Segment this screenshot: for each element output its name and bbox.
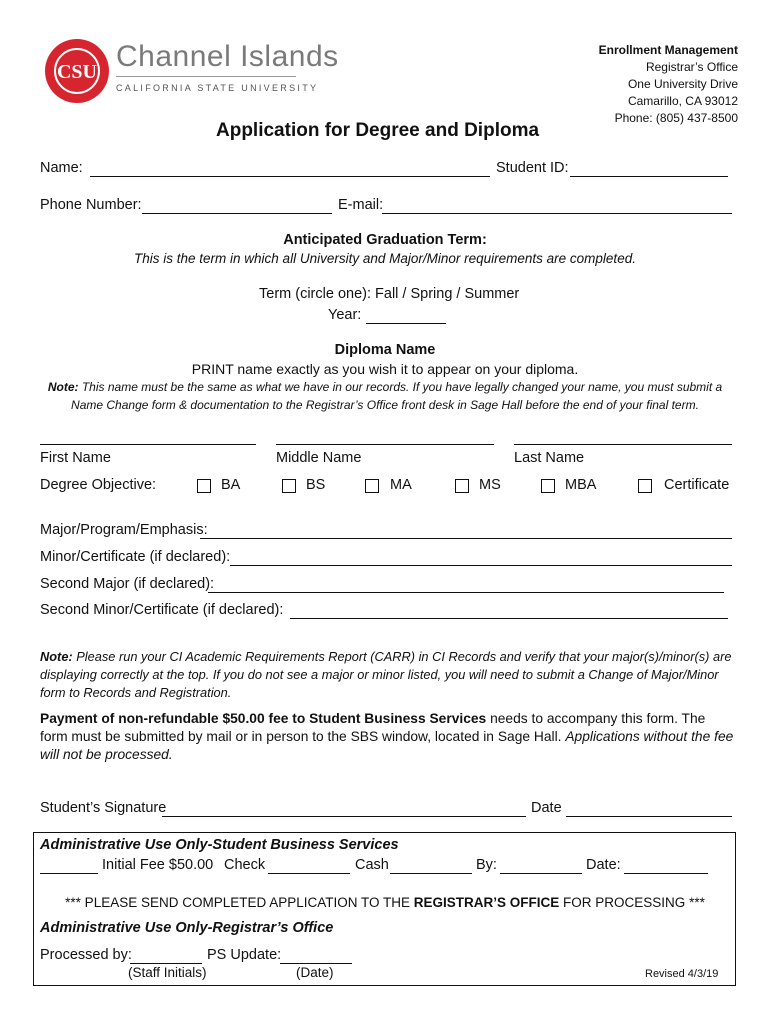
email-label: E-mail: [338,197,384,213]
grad-heading: Anticipated Graduation Term: [283,232,487,248]
signature-date-label: Date [531,800,562,816]
ma-checkbox[interactable] [365,479,379,493]
diploma-note-2: Name Change form & documentation to the Registrar’s Office front desk in Sage Hall before the end of your final term. [71,398,699,412]
ms-label: MS [479,477,501,493]
ps-update-field[interactable] [280,963,352,964]
signature-label: Student’s Signature [40,800,167,816]
certificate-label: Certificate [664,477,730,493]
payment-note [40,710,733,764]
initial-fee-field[interactable] [40,873,98,874]
year-field[interactable] [366,323,446,324]
carr-note-line-2: displaying correctly at the top. If you do not see a major or minor listed, you will need to submit a Change of Major/Minor [40,667,719,682]
registrar-heading: Administrative Use Only-Registrar’s Office [40,920,334,936]
first-name-label: First Name [40,450,111,466]
bs-checkbox[interactable] [282,479,296,493]
initial-fee-label: Initial Fee $50.00 [102,857,214,873]
city: Camarillo, CA 93012 [627,94,738,108]
minor-label: Minor/Certificate (if declared): [40,549,231,565]
second-minor-field[interactable] [290,618,728,619]
name-field[interactable] [90,176,490,177]
dept-name: Enrollment Management [598,43,738,57]
name-label: Name: [40,160,83,176]
degree-label: Degree Objective: [40,477,157,493]
ba-checkbox[interactable] [197,479,211,493]
payment-line-2-italic: Applications without the fee [565,729,734,744]
sbs-heading: Administrative Use Only-Student Business Services [40,837,399,853]
send-notice [0,895,770,910]
major-label: Major/Program/Emphasis: [40,522,208,538]
csu-seal-icon [44,38,110,104]
logo-rule [116,76,296,77]
ps-update-label: PS Update: [207,947,282,963]
last-name-field[interactable] [514,444,732,445]
office-name: Registrar’s Office [645,60,738,74]
phone-label: Phone Number: [40,197,142,213]
processed-by-label: Processed by: [40,947,132,963]
phone: Phone: (805) 437-8500 [614,111,738,125]
send-bold: REGISTRAR’S OFFICE [413,895,560,910]
cash-label: Cash [355,857,389,873]
bs-label: BS [306,477,326,493]
major-field[interactable] [200,538,732,539]
mba-label: MBA [565,477,597,493]
send-suffix: FOR PROCESSING *** [559,895,705,910]
student-id-label: Student ID: [496,160,569,176]
second-major-field[interactable] [208,592,724,593]
grad-note: This is the term in which all University and Major/Minor requirements are completed. [134,251,636,266]
minor-field[interactable] [230,565,732,566]
signature-field[interactable] [162,816,526,817]
by-field[interactable] [500,873,582,874]
payment-line-2: form must be submitted by mail or in person to the SBS window, located in Sage Hall. [40,729,562,744]
revised-date: Revised 4/3/19 [645,968,719,980]
staff-initials-label: (Staff Initials) [128,965,207,980]
email-field[interactable] [382,213,732,214]
by-label: By: [476,857,497,873]
payment-rest: needs to accompany this form. The [486,711,706,726]
svg-text:CSU: CSU [56,61,98,83]
street: One University Drive [627,77,738,91]
certificate-checkbox[interactable] [638,479,652,493]
diploma-heading: Diploma Name [334,342,436,358]
carr-note-line-3: form to Records and Registration. [40,685,232,700]
diploma-print: PRINT name exactly as you wish it to appear on your diploma. [191,361,579,377]
carr-note-label: Note: [40,649,73,664]
address-block [599,42,738,127]
carr-note-line-1: Please run your CI Academic Requirements Report (CARR) in CI Records and verify that your major(s)/minor(s) are [76,649,732,664]
admin-date-field[interactable] [624,873,708,874]
middle-name-label: Middle Name [276,450,362,466]
check-label: Check [224,857,266,873]
student-id-field[interactable] [570,176,728,177]
term-line: Term (circle one): Fall / Spring / Summer [259,286,520,302]
note-label: Note: [47,380,79,394]
year-label: Year: [328,307,362,323]
ba-label: BA [221,477,241,493]
second-minor-label: Second Minor/Certificate (if declared): [40,602,284,618]
date-paren-label: (Date) [296,965,334,980]
logo [44,38,110,104]
mba-checkbox[interactable] [541,479,555,493]
ms-checkbox[interactable] [455,479,469,493]
university-name: Channel Islands [116,40,339,73]
signature-date-field[interactable] [566,816,732,817]
check-field[interactable] [268,873,350,874]
university-subtitle: CALIFORNIA STATE UNIVERSITY [116,83,319,93]
payment-line-3: will not be processed. [40,747,173,762]
processed-by-field[interactable] [130,963,202,964]
phone-field[interactable] [142,213,332,214]
form-title: Application for Degree and Diploma [216,120,540,141]
diploma-note-text: This name must be the same as what we have in our records. If you have legally changed your name, you must submit a [81,380,723,394]
first-name-field[interactable] [40,444,256,445]
diploma-note-1 [0,380,770,394]
last-name-label: Last Name [514,450,585,466]
admin-date-label: Date: [586,857,621,873]
middle-name-field[interactable] [276,444,494,445]
carr-note [40,648,732,702]
ma-label: MA [390,477,412,493]
second-major-label: Second Major (if declared): [40,576,215,592]
send-prefix: *** PLEASE SEND COMPLETED APPLICATION TO THE [65,895,414,910]
cash-field[interactable] [390,873,472,874]
payment-bold: Payment of non-refundable $50.00 fee to Student Business Services [40,711,487,726]
